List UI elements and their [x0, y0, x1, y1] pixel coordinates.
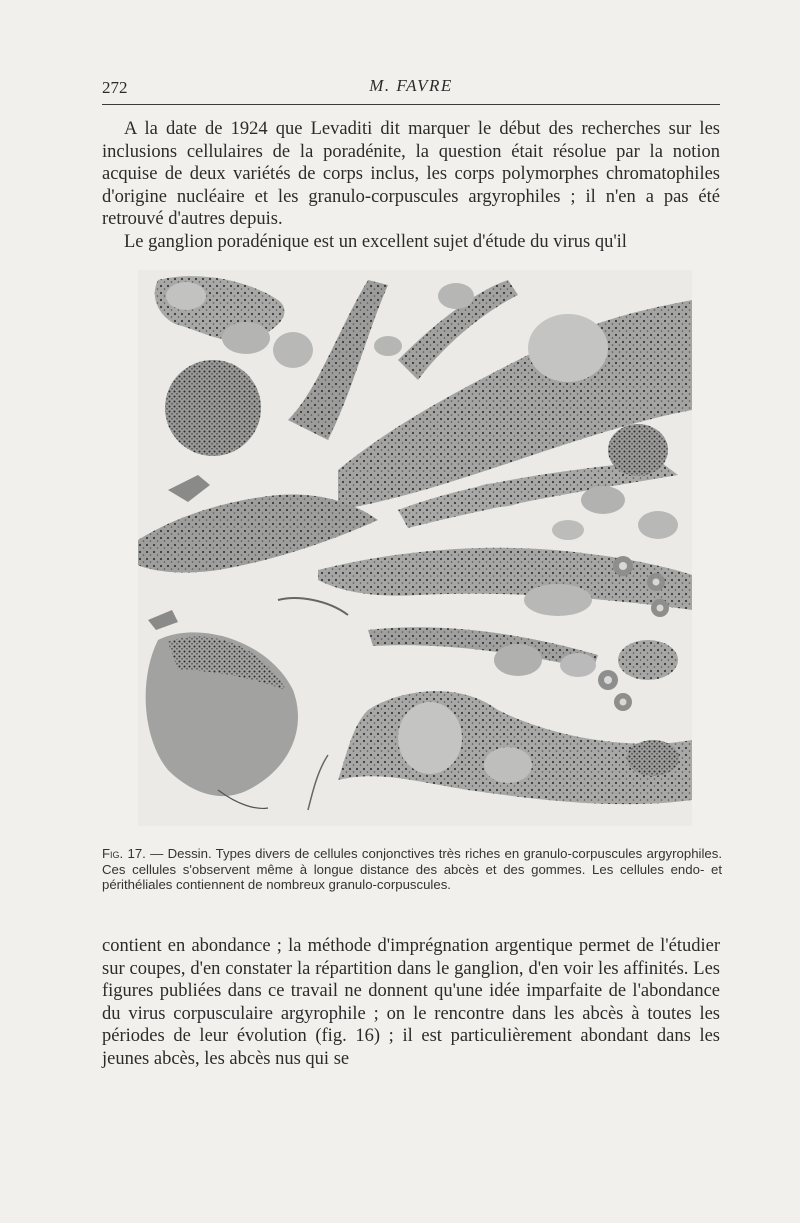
figure-caption	[102, 846, 722, 893]
cell-drawing	[138, 270, 692, 826]
page-header	[102, 70, 720, 104]
paragraph-top	[102, 118, 720, 253]
figure-label: Fig. 17.	[102, 846, 146, 861]
round-cell-upper	[165, 360, 261, 456]
figure-illustration	[138, 270, 692, 826]
paragraph-top-2: Le ganglion poradénique est un excellent sujet d'étude du virus qu'il	[124, 231, 627, 252]
figure-caption-text: — Dessin. Types divers de cellules conjonctives très riches en granulo-corpuscules argyrophiles. Ces cellules s'observent même à longue distance des abcès et des gommes. Les cellules endo- et périthéliales contiennent de nombreux granulo-corpuscules.	[102, 846, 722, 892]
paragraph-top-1: A la date de 1924 que Levaditi dit marquer le début des recherches sur les inclusions cellulaires de la poradénite, la question était résolue par la notion acquise de deux variétés de corps inclus, les corps polymorphes chromatophiles d'origine nucléaire et les granulo-corpuscules argyrophiles ; il n'en a pas été retrouvé d'autres depuis.	[102, 119, 720, 229]
page-number: 272	[102, 78, 128, 97]
paragraph-bottom: contient en abondance ; la méthode d'imprégnation argentique permet de l'étudier sur coupes, d'en constater la répartition dans le ganglion, d'en voir les affinités. Les figures publiées dans ce travail ne donnent qu'une idée imparfaite de l'abondance du virus corpusculaire argyrophile ; on le rencontre dans les abcès à toutes les périodes de leur évolution (fig. 16) ; il est particulièrement abondant dans les jeunes abcès, les abcès nus qui se	[102, 936, 720, 1069]
running-title: M. FAVRE	[369, 76, 453, 95]
header-rule	[102, 104, 720, 105]
